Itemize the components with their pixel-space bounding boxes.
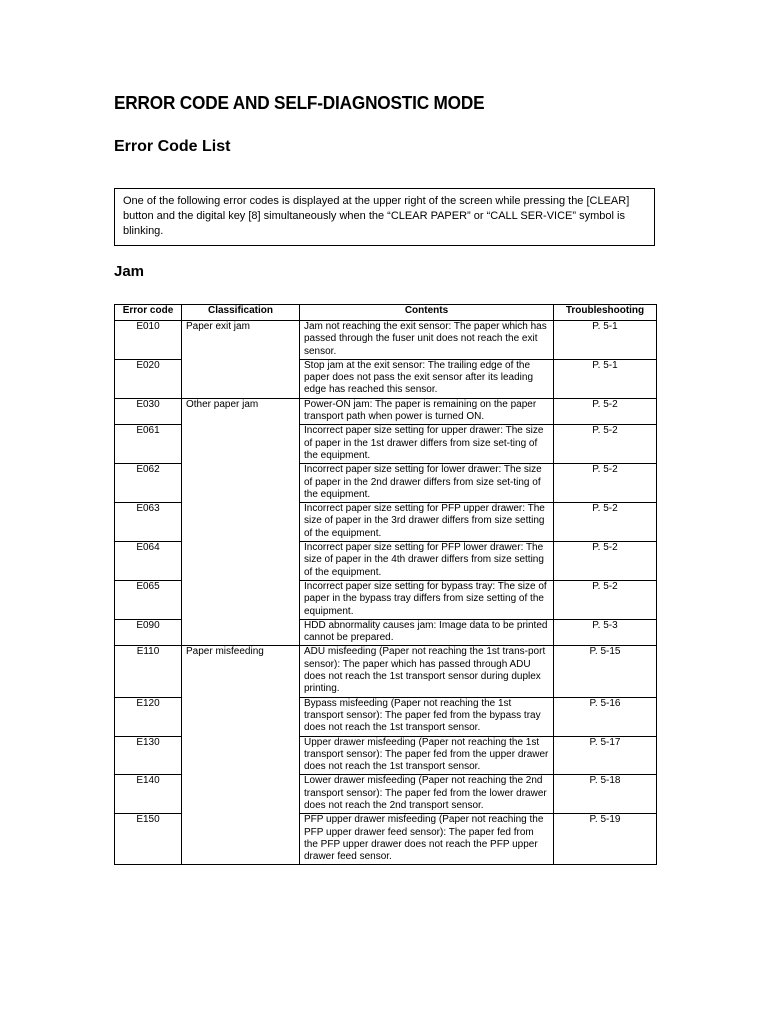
error-code-cell: E030 bbox=[115, 398, 182, 425]
table-row bbox=[115, 542, 657, 581]
error-code-cell: E130 bbox=[115, 736, 182, 775]
page-title: ERROR CODE AND SELF-DIAGNOSTIC MODE bbox=[114, 92, 485, 113]
header-classification: Classification bbox=[182, 305, 300, 321]
table-row bbox=[115, 359, 657, 398]
table-row bbox=[115, 775, 657, 814]
error-code-cell: E120 bbox=[115, 697, 182, 736]
troubleshooting-cell: P. 5-2 bbox=[554, 503, 657, 542]
classification-cell bbox=[182, 814, 300, 865]
classification-cell bbox=[182, 697, 300, 736]
classification-cell bbox=[182, 425, 300, 464]
classification-cell bbox=[182, 736, 300, 775]
table-row bbox=[115, 697, 657, 736]
contents-cell: Incorrect paper size setting for PFP upper drawer: The size of paper in the 3rd drawer differs from size setting of the equipment. bbox=[300, 503, 554, 542]
classification-cell bbox=[182, 542, 300, 581]
table-row bbox=[115, 503, 657, 542]
classification-cell bbox=[182, 359, 300, 398]
troubleshooting-cell: P. 5-17 bbox=[554, 736, 657, 775]
table-row bbox=[115, 736, 657, 775]
error-code-cell: E090 bbox=[115, 619, 182, 646]
classification-cell: Paper exit jam bbox=[182, 321, 300, 360]
contents-cell: Jam not reaching the exit sensor: The paper which has passed through the fuser unit does not reach the exit sensor. bbox=[300, 321, 554, 360]
contents-cell: Bypass misfeeding (Paper not reaching the 1st transport sensor): The paper fed from the bypass tray does not reach the 1st transport sensor. bbox=[300, 697, 554, 736]
subsection-heading: Jam bbox=[114, 263, 145, 280]
contents-cell: Incorrect paper size setting for bypass tray: The size of paper in the bypass tray differs from size setting of the equipment. bbox=[300, 580, 554, 619]
classification-cell bbox=[182, 619, 300, 646]
classification-cell bbox=[182, 464, 300, 503]
contents-cell: Lower drawer misfeeding (Paper not reaching the 2nd transport sensor): The paper fed from the lower drawer does not reach the 2nd transport sensor. bbox=[300, 775, 554, 814]
error-code-cell: E010 bbox=[115, 321, 182, 360]
error-code-cell: E020 bbox=[115, 359, 182, 398]
classification-cell: Paper misfeeding bbox=[182, 646, 300, 697]
intro-note-box bbox=[114, 188, 655, 246]
header-troubleshooting: Troubleshooting bbox=[554, 305, 657, 321]
error-code-cell: E061 bbox=[115, 425, 182, 464]
classification-cell bbox=[182, 503, 300, 542]
error-code-cell: E065 bbox=[115, 580, 182, 619]
table-row bbox=[115, 619, 657, 646]
error-code-cell: E110 bbox=[115, 646, 182, 697]
troubleshooting-cell: P. 5-1 bbox=[554, 359, 657, 398]
intro-note-text: One of the following error codes is displayed at the upper right of the screen while pressing the [CLEAR] button and the digital key [8] simultaneously when the “CLEAR PAPER” or “CALL SER-VICE” symbol is blinking. bbox=[123, 195, 630, 237]
troubleshooting-cell: P. 5-1 bbox=[554, 321, 657, 360]
contents-cell: Power-ON jam: The paper is remaining on the paper transport path when power is turned ON. bbox=[300, 398, 554, 425]
table-row bbox=[115, 646, 657, 697]
header-error-code: Error code bbox=[115, 305, 182, 321]
troubleshooting-cell: P. 5-15 bbox=[554, 646, 657, 697]
error-code-cell: E063 bbox=[115, 503, 182, 542]
contents-cell: HDD abnormality causes jam: Image data to be printed cannot be prepared. bbox=[300, 619, 554, 646]
error-code-cell: E140 bbox=[115, 775, 182, 814]
section-heading: Error Code List bbox=[114, 138, 231, 155]
table-row bbox=[115, 580, 657, 619]
troubleshooting-cell: P. 5-3 bbox=[554, 619, 657, 646]
contents-cell: Stop jam at the exit sensor: The trailing edge of the paper does not pass the exit sensor after its leading edge has reached this sensor. bbox=[300, 359, 554, 398]
table-row bbox=[115, 814, 657, 865]
classification-cell bbox=[182, 775, 300, 814]
error-code-cell: E150 bbox=[115, 814, 182, 865]
contents-cell: Incorrect paper size setting for upper drawer: The size of paper in the 1st drawer differs from size set-ting of the equipment. bbox=[300, 425, 554, 464]
troubleshooting-cell: P. 5-19 bbox=[554, 814, 657, 865]
table-row bbox=[115, 425, 657, 464]
troubleshooting-cell: P. 5-18 bbox=[554, 775, 657, 814]
contents-cell: Upper drawer misfeeding (Paper not reaching the 1st transport sensor): The paper fed from the upper drawer does not reach the 1st transport sensor. bbox=[300, 736, 554, 775]
troubleshooting-cell: P. 5-2 bbox=[554, 425, 657, 464]
troubleshooting-cell: P. 5-2 bbox=[554, 542, 657, 581]
header-contents: Contents bbox=[300, 305, 554, 321]
table-row bbox=[115, 321, 657, 360]
contents-cell: Incorrect paper size setting for lower drawer: The size of paper in the 2nd drawer differs from size set-ting of the equipment. bbox=[300, 464, 554, 503]
classification-cell bbox=[182, 580, 300, 619]
table-row bbox=[115, 398, 657, 425]
troubleshooting-cell: P. 5-16 bbox=[554, 697, 657, 736]
table-header-row bbox=[115, 305, 657, 321]
troubleshooting-cell: P. 5-2 bbox=[554, 464, 657, 503]
contents-cell: Incorrect paper size setting for PFP lower drawer: The size of paper in the 4th drawer differs from size setting of the equipment. bbox=[300, 542, 554, 581]
table-row bbox=[115, 464, 657, 503]
troubleshooting-cell: P. 5-2 bbox=[554, 580, 657, 619]
error-code-cell: E064 bbox=[115, 542, 182, 581]
contents-cell: PFP upper drawer misfeeding (Paper not reaching the PFP upper drawer feed sensor): The paper fed from the PFP upper drawer does not reach the PFP upper drawer feed sensor. bbox=[300, 814, 554, 865]
classification-cell: Other paper jam bbox=[182, 398, 300, 425]
error-code-table bbox=[114, 304, 657, 865]
error-code-cell: E062 bbox=[115, 464, 182, 503]
contents-cell: ADU misfeeding (Paper not reaching the 1st trans-port sensor): The paper which has passed through ADU does not reach the 1st transport sensor during duplex printing. bbox=[300, 646, 554, 697]
troubleshooting-cell: P. 5-2 bbox=[554, 398, 657, 425]
